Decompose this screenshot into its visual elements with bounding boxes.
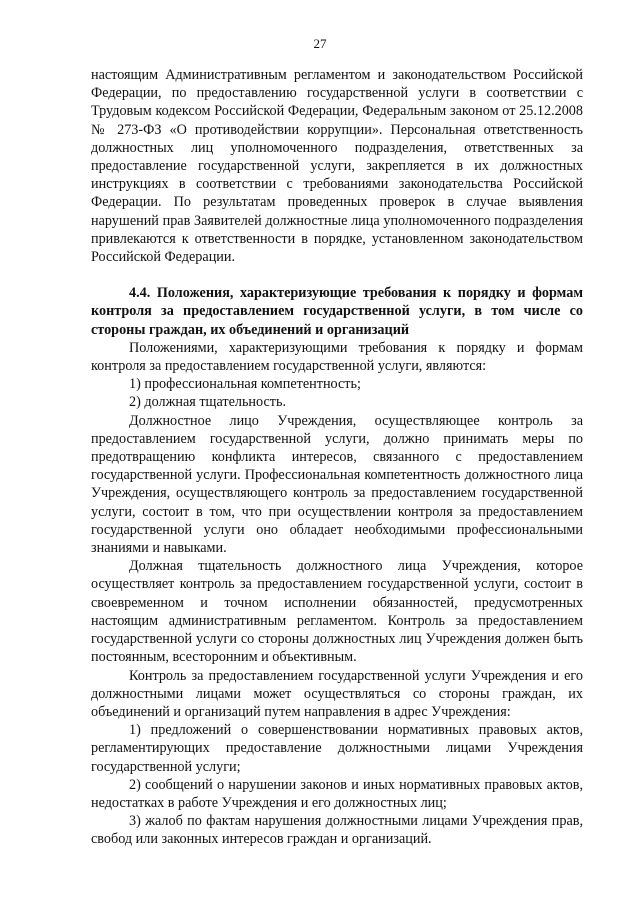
paragraph-continuation: настоящим Административным регламентом и законодательством Российской Федерации, по предоставлению государственной услуги в соответствии с Трудовым кодексом Российской Федерации, Федеральным законом от 25.12.2008 № 273-ФЗ «О противодействии коррупции». Персональная ответственность должностных лиц уполномоченного подразделения, ответственных за предоставление государственной услуги, закрепляется в их должностных инструкциях в соответствии с требованиями законодательства Российской Федерации. По результатам проведенных проверок в случае выявления нарушений прав Заявителей должностные лица уполномоченного подразделения привлекаются к ответственности в порядке, установленном законодательством Российской Федерации. (91, 67, 583, 266)
page-number: 27 (313, 36, 327, 51)
list-item: 2) должная тщательность. (129, 394, 286, 411)
list-item: 1) предложений о совершенствовании нормативных правовых актов, регламентирующих предоставление должностными лицами Учреждения государственной услуги; (91, 722, 583, 775)
paragraph: Положениями, характеризующими требования к порядку и формам контроля за предоставлением государственной услуги, являются: (91, 339, 583, 375)
paragraph: Должностное лицо Учреждения, осуществляющее контроль за предоставлением государственной услуги, должно принимать меры по предотвращению конфликта интересов, связанного с предоставлением государственной услуги. Профессиональная компетентность должностного лица Учреждения, осуществляющего контроль за предоставлением государственной услуги, состоит в том, что при осуществлении контроля за предоставлением государственной услуги оно обладает необходимыми профессиональными знаниями и навыками. (91, 412, 583, 557)
list-item: 3) жалоб по фактам нарушения должностными лицами Учреждения прав, свобод или законных интересов граждан и организаций. (91, 813, 583, 848)
list-item: 2) сообщений о нарушении законов и иных нормативных правовых актов, недостатках в работе Учреждения и его должностных лиц; (91, 776, 583, 811)
paragraph: Должная тщательность должностного лица Учреждения, которое осуществляет контроль за предоставлением государственной услуги, состоит в своевременном и точном исполнении обязанностей, предусмотренных настоящим административным регламентом. Контроль за предоставлением государственной услуги со стороны должностных лиц Учреждения должен быть постоянным, всесторонним и объективным. (91, 558, 583, 666)
section-heading: 4.4. Положения, характеризующие требования к порядку и формам контроля за предоставлением государственной услуги, в том числе со стороны граждан, их объединений и организаций (91, 285, 583, 338)
list-item: 1) профессиональная компетентность; (129, 376, 361, 393)
document-body (91, 66, 583, 849)
paragraph: Контроль за предоставлением государственной услуги Учреждения и его должностными лицами может осуществляться со стороны граждан, их объединений и организаций путем направления в адрес Учреждения: (91, 667, 583, 720)
